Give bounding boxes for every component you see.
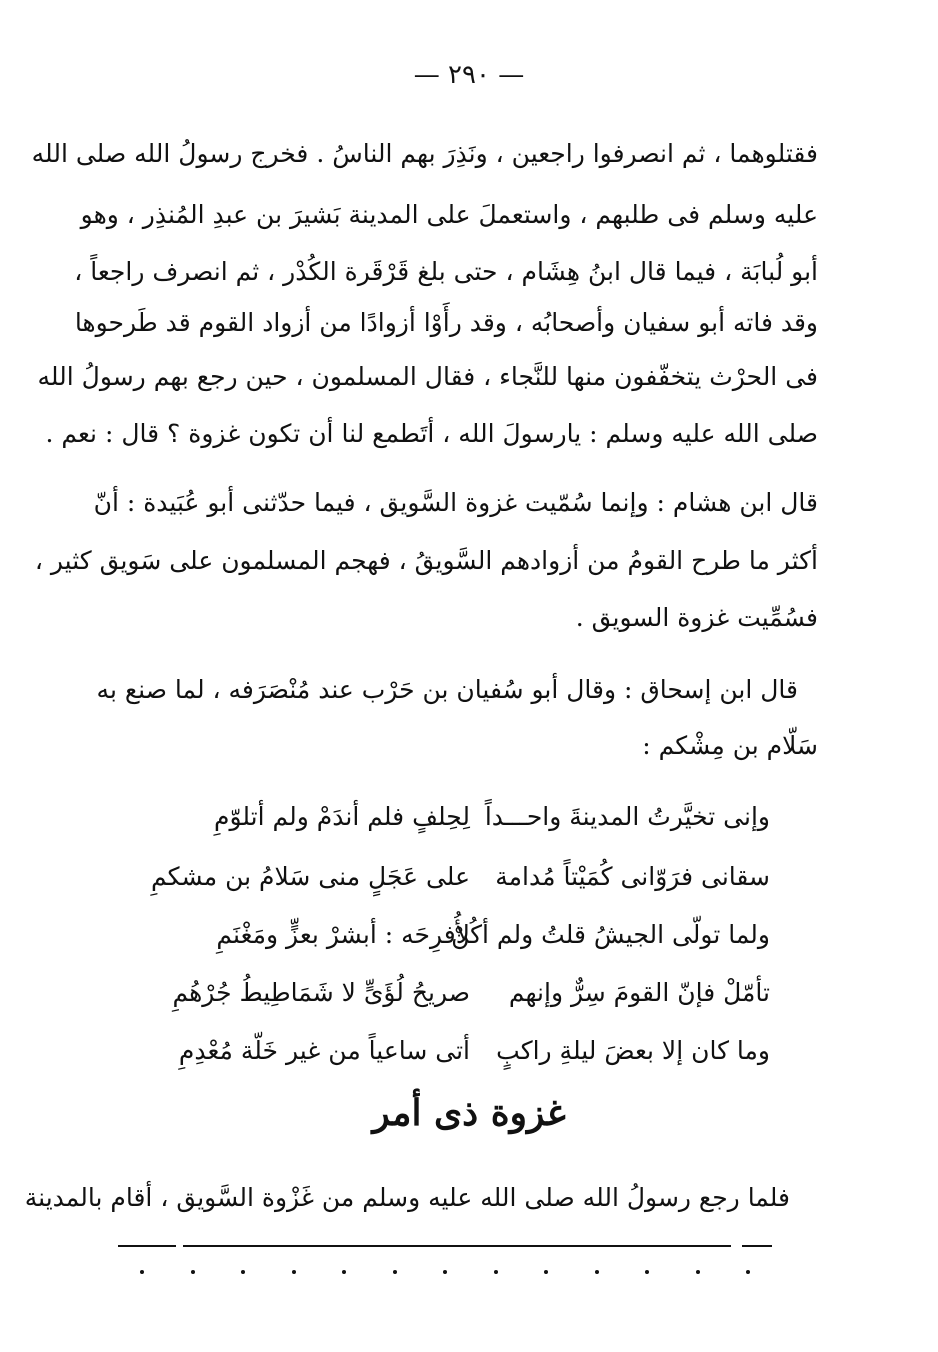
paragraph-line: وقد فاته أبو سفيان وأصحابُه ، وقد رأَوْا أزوادًا من أزواد القوم قد طَرحوها [74, 308, 818, 337]
page-number: — ٢٩٠ — [413, 60, 525, 90]
paragraph-line: فسُمِّيت غزوة السويق . [575, 603, 818, 632]
dot-ornament [746, 1270, 750, 1274]
section-heading: غزوة ذى أمر [372, 1092, 566, 1134]
verse-first-hemistich: تأمّلْ فإنّ القومَ سِرٌّ وإنهم [508, 978, 770, 1007]
paragraph-line: قال ابن هشام : وإنما سُمّيت غزوة السَّويق ، فيما حدّثنى أبو عُبَيدة : أنّ [93, 488, 818, 517]
dot-ornament [443, 1270, 447, 1274]
footer-rule [118, 1245, 176, 1247]
verse-second-hemistich: صريحُ لُؤَىٍّ لا شَمَاطِيطُ جُرْهُمِ [172, 978, 470, 1007]
verse-second-hemistich: أتى ساعياً من غير خَلّة مُعْدِمِ [178, 1036, 470, 1065]
poem-verse [150, 797, 770, 837]
paragraph-line: أبو لُبابَة ، فيما قال ابنُ هِشَام ، حتى بلغ قَرْقَرة الكُدْر ، ثم انصرف راجعاً ، [74, 257, 818, 286]
footer-rule [742, 1245, 772, 1247]
dot-ornament [696, 1270, 700, 1274]
poem-verse [150, 973, 770, 1013]
verse-first-hemistich: سقانى فرَوّانى كُمَيْتاً مُدامة [495, 862, 770, 891]
paragraph-line: فقتلوهما ، ثم انصرفوا راجعين ، ونَذِرَ بهم الناسُ . فخرج رسولُ الله صلى الله [31, 139, 818, 168]
poem-verse [150, 857, 770, 897]
dot-ornament [645, 1270, 649, 1274]
verse-second-hemistich: على عَجَلٍ منى سَلامُ بن مشكمِ [151, 862, 470, 891]
verse-second-hemistich: لأُفرِحَه : أبشرْ بعزٍّ ومَغْنَمِ [216, 920, 470, 949]
paragraph-line: أكثر ما طرح القومُ من أزوادهم السَّويقُ ، فهجم المسلمون على سَويق كثير ، [34, 546, 818, 575]
dot-ornament [544, 1270, 548, 1274]
verse-first-hemistich: ولما تولّى الجيشُ قلتُ ولم أكُنْ [451, 920, 770, 949]
verse-first-hemistich: وما كان إلا بعضَ ليلةِ راكبٍ [496, 1036, 770, 1065]
dot-ornament [595, 1270, 599, 1274]
paragraph-line: صلى الله عليه وسلم : يارسولَ الله ، أتَطمع لنا أن تكون غزوة ؟ قال : نعم . [45, 419, 818, 448]
verse-first-hemistich: وإنى تخيَّرتُ المدينةَ واحـــداً [484, 802, 770, 831]
paragraph-line: فى الحرْث يتخفّفون منها للنَّجاء ، فقال المسلمون ، حين رجع بهم رسولُ الله [37, 362, 818, 391]
dot-ornament [191, 1270, 195, 1274]
poem-verse [150, 1031, 770, 1071]
dot-ornament [342, 1270, 346, 1274]
footer-rule [183, 1245, 731, 1247]
paragraph-line: عليه وسلم فى طلبهم ، واستعملَ على المدينة بَشيرَ بن عبدِ المُنذِر ، وهو [80, 200, 818, 229]
paragraph-line: قال ابن إسحاق : وقال أبو سُفيان بن حَرْب عند مُنْصَرَفه ، لما صنع به [96, 675, 798, 704]
paragraph-line: سَلّام بن مِشْكم : [642, 731, 818, 760]
dot-ornament [292, 1270, 296, 1274]
poem-verse [150, 915, 770, 955]
footer-dots [140, 1270, 750, 1274]
dot-ornament [140, 1270, 144, 1274]
dot-ornament [494, 1270, 498, 1274]
dot-ornament [241, 1270, 245, 1274]
paragraph-line: فلما رجع رسولُ الله صلى الله عليه وسلم من غَزْوة السَّويق ، أقام بالمدينة [24, 1183, 790, 1212]
verse-second-hemistich: لِحِلفٍ فلم أندَمْ ولم أتلوّمِ [214, 802, 470, 831]
dot-ornament [393, 1270, 397, 1274]
